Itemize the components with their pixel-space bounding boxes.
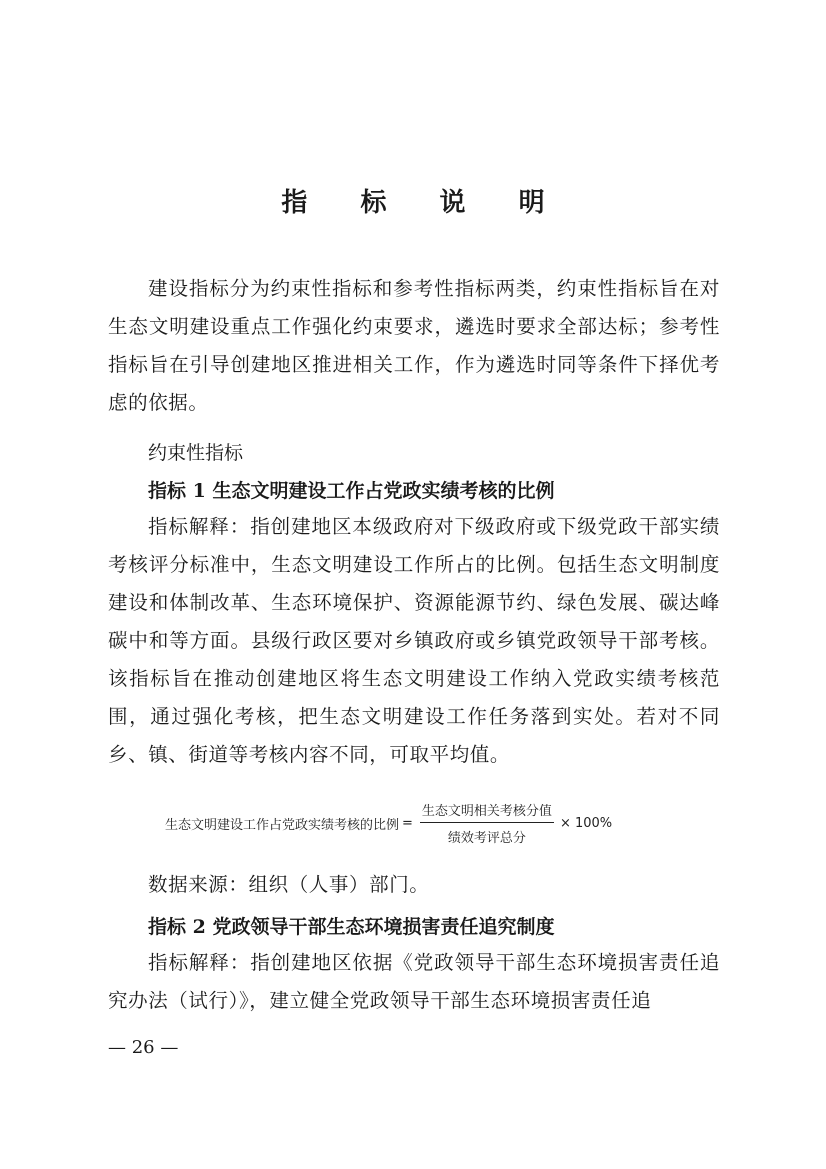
intro-text: 建设指标分为约束性指标和参考性指标两类，约束性指标旨在对生态文明建设重点工作强化约束要求，遴选时要求全部达标；参考性指标旨在引导创建地区推进相关工作，作为遴选时同等条件下择优考虑的依据。 xyxy=(108,277,720,414)
indicator-1-explanation-text: 指标解释：指创建地区本级政府对下级政府或下级党政干部实绩考核评分标准中，生态文明建设工作所占的比例。包括生态文明制度建设和体制改革、生态环境保护、资源能源节约、绿色发展、碳达峰碳中和等方面。县级行政区要对乡镇政府或乡镇党政领导干部考核。该指标旨在推动创建地区将生态文明建设工作纳入党政实绩考核范围，通过强化考核，把生态文明建设工作任务落到实处。若对不同乡、镇、街道等考核内容不同，可取平均值。 xyxy=(108,515,720,766)
indicator-1-source-text: 数据来源：组织（人事）部门。 xyxy=(148,873,430,896)
ratio-formula xyxy=(165,800,612,846)
page-number: — 26 — xyxy=(108,1037,179,1058)
indicator-1-explanation xyxy=(108,508,720,774)
intro-paragraph xyxy=(108,270,720,422)
indicator-1-heading: 指标 1 生态文明建设工作占党政实绩考核的比例 xyxy=(148,480,555,502)
indicator-2-explanation xyxy=(108,944,720,1020)
formula-denominator: 绩效考评总分 xyxy=(447,831,526,846)
indicator-2-explanation-text: 指标解释：指创建地区依据《党政领导干部生态环境损害责任追究办法（试行）》，建立健全党政领导干部生态环境损害责任追 xyxy=(108,951,720,1012)
formula-multiplier: × 100% xyxy=(559,815,613,831)
page-title: 指 标 说 明 xyxy=(281,188,567,218)
section-label: 约束性指标 xyxy=(148,442,244,464)
formula-fraction xyxy=(420,800,554,846)
formula-equals: = xyxy=(402,815,413,831)
formula-lhs: 生态文明建设工作占党政实绩考核的比例 xyxy=(165,817,400,833)
indicator-1-source xyxy=(108,866,720,904)
formula-numerator: 生态文明相关考核分值 xyxy=(420,800,554,823)
indicator-2-heading: 指标 2 党政领导干部生态环境损害责任追究制度 xyxy=(148,916,555,938)
